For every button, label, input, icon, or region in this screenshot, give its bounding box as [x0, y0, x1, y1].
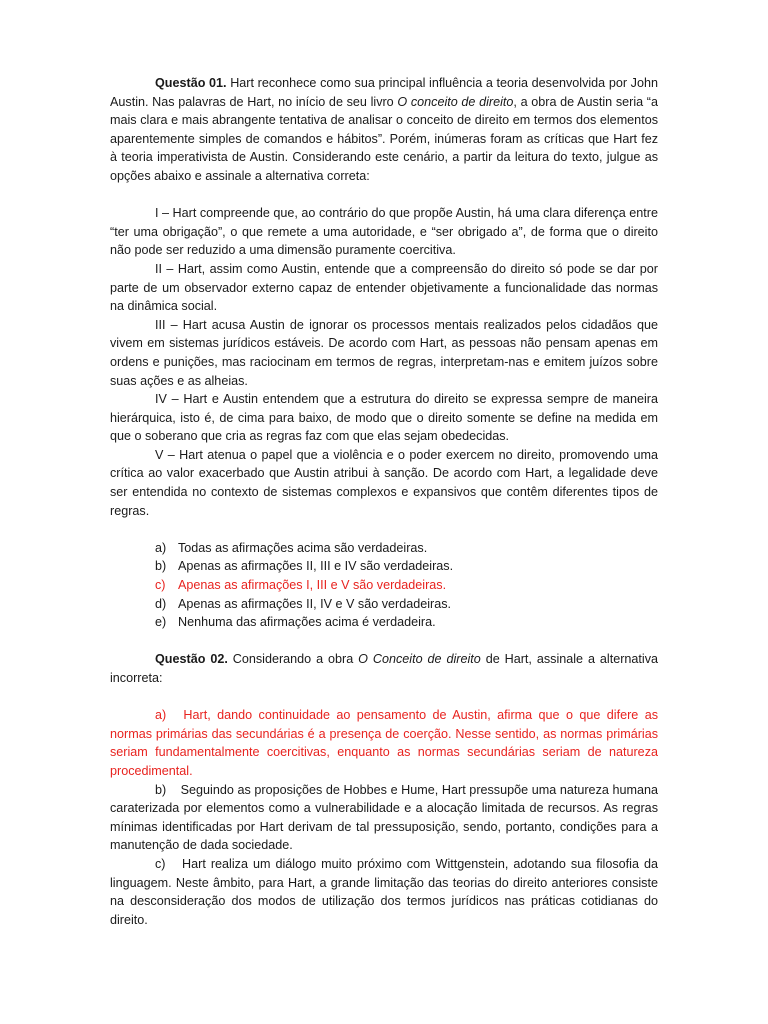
- question-2-option-c: [110, 855, 658, 929]
- option-letter: e): [155, 615, 167, 630]
- statement-iii: III – Hart acusa Austin de ignorar os processos mentais realizados pelos cidadãos que vivem em sistemas jurídicos estáveis. De acordo com Hart, as pessoas não pensam apenas em ordens e punições, mas raciocinam em termos de regras, interpretam-nas e emitem juízos sobre suas ações e as alheias.: [110, 317, 658, 388]
- option-letter: c): [155, 856, 166, 871]
- question-1-intro-text-b: , a obra de Austin seria “a mais clara e mais abrangente tentativa de analisar o conceito de direito em termos dos elementos aparentemente simples de comandos e hábitos”. Porém, inúmeras foram as críticas que Hart fez à teoria imperativista de Austin. Considerando este cenário, a partir da leitura do texto, julgue as opções abaixo e assinale a alternativa correta:: [110, 94, 658, 183]
- option-text: Nenhuma das afirmações acima é verdadeira.: [178, 615, 436, 630]
- spacer: [110, 520, 658, 539]
- option-letter: a): [155, 708, 167, 723]
- statement-i: I – Hart compreende que, ao contrário do que propõe Austin, há uma clara diferença entre “ter uma obrigação”, o que remete a uma autoridade, e “ser obrigado a”, de forma que o direito não pode ser reduzido a uma dimensão puramente coercitiva.: [110, 206, 658, 258]
- option-text: Hart realiza um diálogo muito próximo com Wittgenstein, adotando sua filosofia da linguagem. Neste âmbito, para Hart, a grande limitação das teorias do direito anteriores consiste na desconsideração dos modos de utilização dos termos jurídicos nas práticas cotidianas do direito.: [110, 856, 658, 927]
- question-1-option-e: [155, 613, 658, 632]
- question-1-option-b: [155, 557, 658, 576]
- statement-iv: IV – Hart e Austin entendem que a estrutura do direito se expressa sempre de maneira hierárquica, isto é, de cima para baixo, de modo que o direito somente se define na medida em que o soberano que cria as regras faz com que elas sejam obedecidas.: [110, 392, 658, 444]
- statement-v: V – Hart atenua o papel que a violência e o poder exercem no direito, promovendo uma crítica ao valor exacerbado que Austin atribui à sanção. De acordo com Hart, a legalidade deve ser entendida no contexto de sistemas complexos e expansivos que contêm diferentes tipos de regras.: [110, 447, 658, 518]
- question-2-intro-text-b: de Hart, assinale a alternativa incorreta:: [110, 652, 659, 685]
- option-text: Apenas as afirmações II, IV e V são verdadeiras.: [178, 596, 452, 611]
- question-1-intro: [110, 74, 658, 186]
- option-text: Apenas as afirmações II, III e IV são verdadeiras.: [178, 559, 454, 574]
- option-letter: d): [155, 596, 167, 611]
- option-text: Seguindo as proposições de Hobbes e Hume, Hart pressupõe uma natureza humana caraterizada por elementos como a vulnerabilidade e a alocação limitada de recursos. As regras mínimas identificadas por Hart derivam de tal pressuposição, sendo, portanto, condições para a manutenção de dada sociedade.: [110, 782, 658, 853]
- question-2-option-a-answer: [110, 706, 658, 780]
- option-text: Hart, dando continuidade ao pensamento de Austin, afirma que o que difere as normas primárias das secundárias é a presença de coerção. Nesse sentido, as normas primárias seriam fundamentalmente coercitivas, enquanto as normas secundárias seriam de natureza procedimental.: [110, 708, 659, 778]
- spacer: [110, 186, 658, 205]
- option-letter: b): [155, 559, 167, 574]
- question-1-intro-text-a: Hart reconhece como sua principal influência a teoria desenvolvida por John Austin. Nas palavras de Hart, no início de seu livro: [110, 76, 658, 109]
- option-letter: c): [155, 578, 166, 593]
- book-title: O Conceito de direito: [358, 652, 481, 667]
- statement-ii: II – Hart, assim como Austin, entende que a compreensão do direito só pode se dar por parte de um observador externo capaz de entender objetivamente a funcionalidade das normas na dinâmica social.: [110, 261, 658, 314]
- question-1-option-c-correct: [155, 576, 658, 595]
- option-letter: b): [155, 782, 167, 797]
- question-2-intro-text-a: Considerando a obra: [227, 652, 359, 667]
- question-2-option-b: [110, 781, 658, 855]
- question-1-options: [110, 539, 658, 632]
- book-title: O conceito de direito: [397, 94, 514, 109]
- option-text: Todas as afirmações acima são verdadeiras.: [178, 540, 428, 555]
- option-letter: a): [155, 540, 167, 555]
- question-1-label: Questão 01.: [155, 76, 227, 90]
- option-text: Apenas as afirmações I, III e V são verdadeiras.: [178, 578, 447, 593]
- question-1-option-a: [155, 539, 658, 558]
- spacer: [110, 688, 658, 707]
- spacer: [110, 632, 658, 651]
- question-1-option-d: [155, 595, 658, 614]
- question-2-label: Questão 02.: [155, 652, 228, 667]
- question-2-intro: [110, 650, 658, 687]
